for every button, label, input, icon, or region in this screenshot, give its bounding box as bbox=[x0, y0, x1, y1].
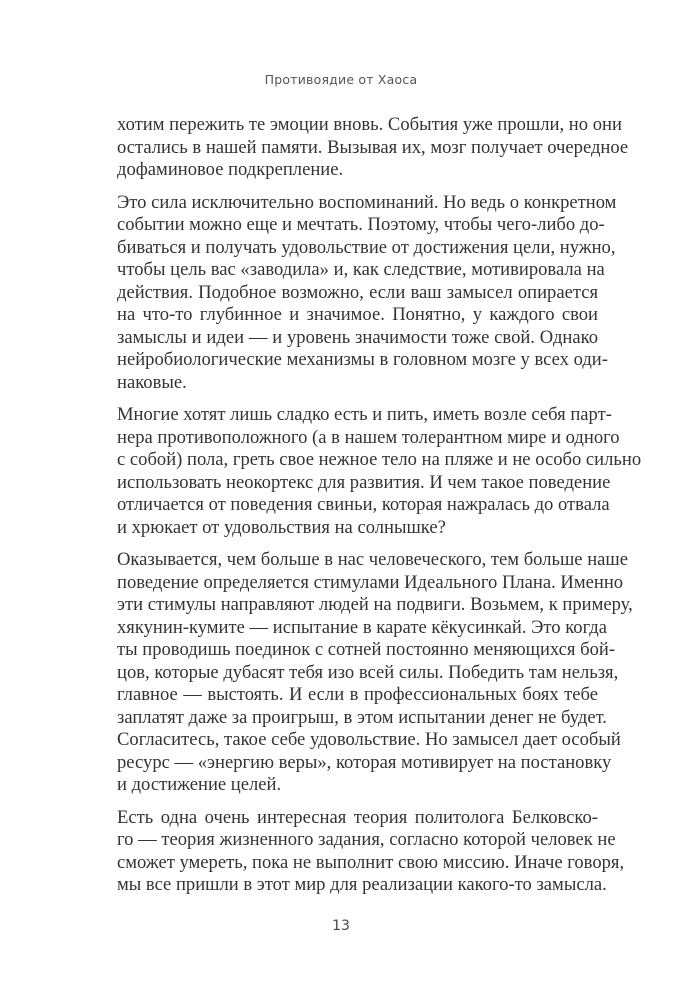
text-line: на что-то глубинное и значимое. Понятно, у каждого свои bbox=[117, 304, 598, 325]
page-body-text bbox=[117, 114, 642, 907]
text-line: ты проводишь поединок с сотней постоянно меняющихся бой- bbox=[117, 639, 616, 660]
text-line: го — теория жизненного задания, согласно которой человек не bbox=[117, 829, 616, 850]
text-line: цов, которые дубасят тебя изо всей силы. Победить там нельзя, bbox=[117, 661, 619, 683]
page-number: 13 bbox=[332, 918, 350, 934]
text-line: Согласитесь, такое себе удовольствие. Но замысел дает особый bbox=[117, 729, 621, 750]
text-line: сможет умереть, пока не выполнит свою миссию. Иначе говоря, bbox=[117, 851, 625, 873]
text-line: использовать неокортекс для развития. И чем такое поведение bbox=[117, 471, 611, 493]
text-line: и достижение целей. bbox=[117, 774, 282, 795]
text-line: хякунин-кумите — испытание в карате кёкусинкай. Это когда bbox=[117, 616, 608, 638]
text-line: ресурс — «энергию веры», которая мотивирует на постановку bbox=[117, 751, 612, 773]
text-line: дофаминовое подкрепление. bbox=[117, 159, 344, 180]
paragraph bbox=[117, 114, 629, 182]
text-line: поведение определяется стимулами Идеального Плана. Именно bbox=[117, 571, 624, 593]
text-line: наковые. bbox=[117, 371, 187, 393]
paragraph bbox=[117, 404, 642, 539]
text-line: хотим пережить те эмоции вновь. События уже прошли, но они bbox=[117, 114, 622, 135]
text-line: нера противоположного (а в нашем толерантном мире и одного bbox=[117, 426, 620, 448]
text-line: и хрюкает от удовольствия на солнышке? bbox=[117, 516, 446, 538]
text-line: биваться и получать удовольствие от достижения цели, нужно, bbox=[117, 236, 616, 258]
text-line: Это сила исключительно воспоминаний. Но ведь о конкретном bbox=[117, 191, 617, 213]
text-line: с собой) пола, греть свое нежное тело на пляже и не особо сильно bbox=[117, 449, 642, 470]
text-line: Многие хотят лишь сладко есть и пить, иметь возле себя парт- bbox=[117, 404, 612, 425]
text-line: Есть одна очень интересная теория политолога Белковско- bbox=[117, 806, 598, 828]
text-line: остались в нашей памяти. Вызывая их, мозг получает очередное bbox=[117, 136, 629, 158]
text-line: главное — выстоять. И если в профессиональных боях тебе bbox=[117, 684, 598, 705]
paragraph bbox=[117, 191, 617, 395]
text-line: эти стимулы направляют людей на подвиги. Возьмем, к примеру, bbox=[117, 594, 633, 615]
text-line: Оказывается, чем больше в нас человеческого, тем больше наше bbox=[117, 549, 628, 570]
text-line: событии можно еще и мечтать. Поэтому, чтобы чего-либо до- bbox=[117, 214, 605, 235]
text-line: мы все пришли в этот мир для реализации какого-то замысла. bbox=[117, 874, 607, 895]
text-line: отличается от поведения свиньи, которая нажралась до отвала bbox=[117, 494, 610, 515]
text-line: чтобы цель вас «заводила» и, как следствие, мотивировала на bbox=[117, 259, 605, 280]
paragraph bbox=[117, 549, 633, 797]
text-line: действия. Подобное возможно, если ваш замысел опирается bbox=[117, 281, 598, 303]
paragraph bbox=[117, 806, 625, 897]
text-line: нейробиологические механизмы в головном мозге у всех оди- bbox=[117, 349, 608, 370]
text-line: замыслы и идеи — и уровень значимости тоже свой. Однако bbox=[117, 326, 598, 348]
running-header: Противоядие от Хаоса bbox=[264, 72, 418, 87]
text-line: заплатят даже за проигрыш, в этом испытании денег не будет. bbox=[117, 706, 607, 728]
